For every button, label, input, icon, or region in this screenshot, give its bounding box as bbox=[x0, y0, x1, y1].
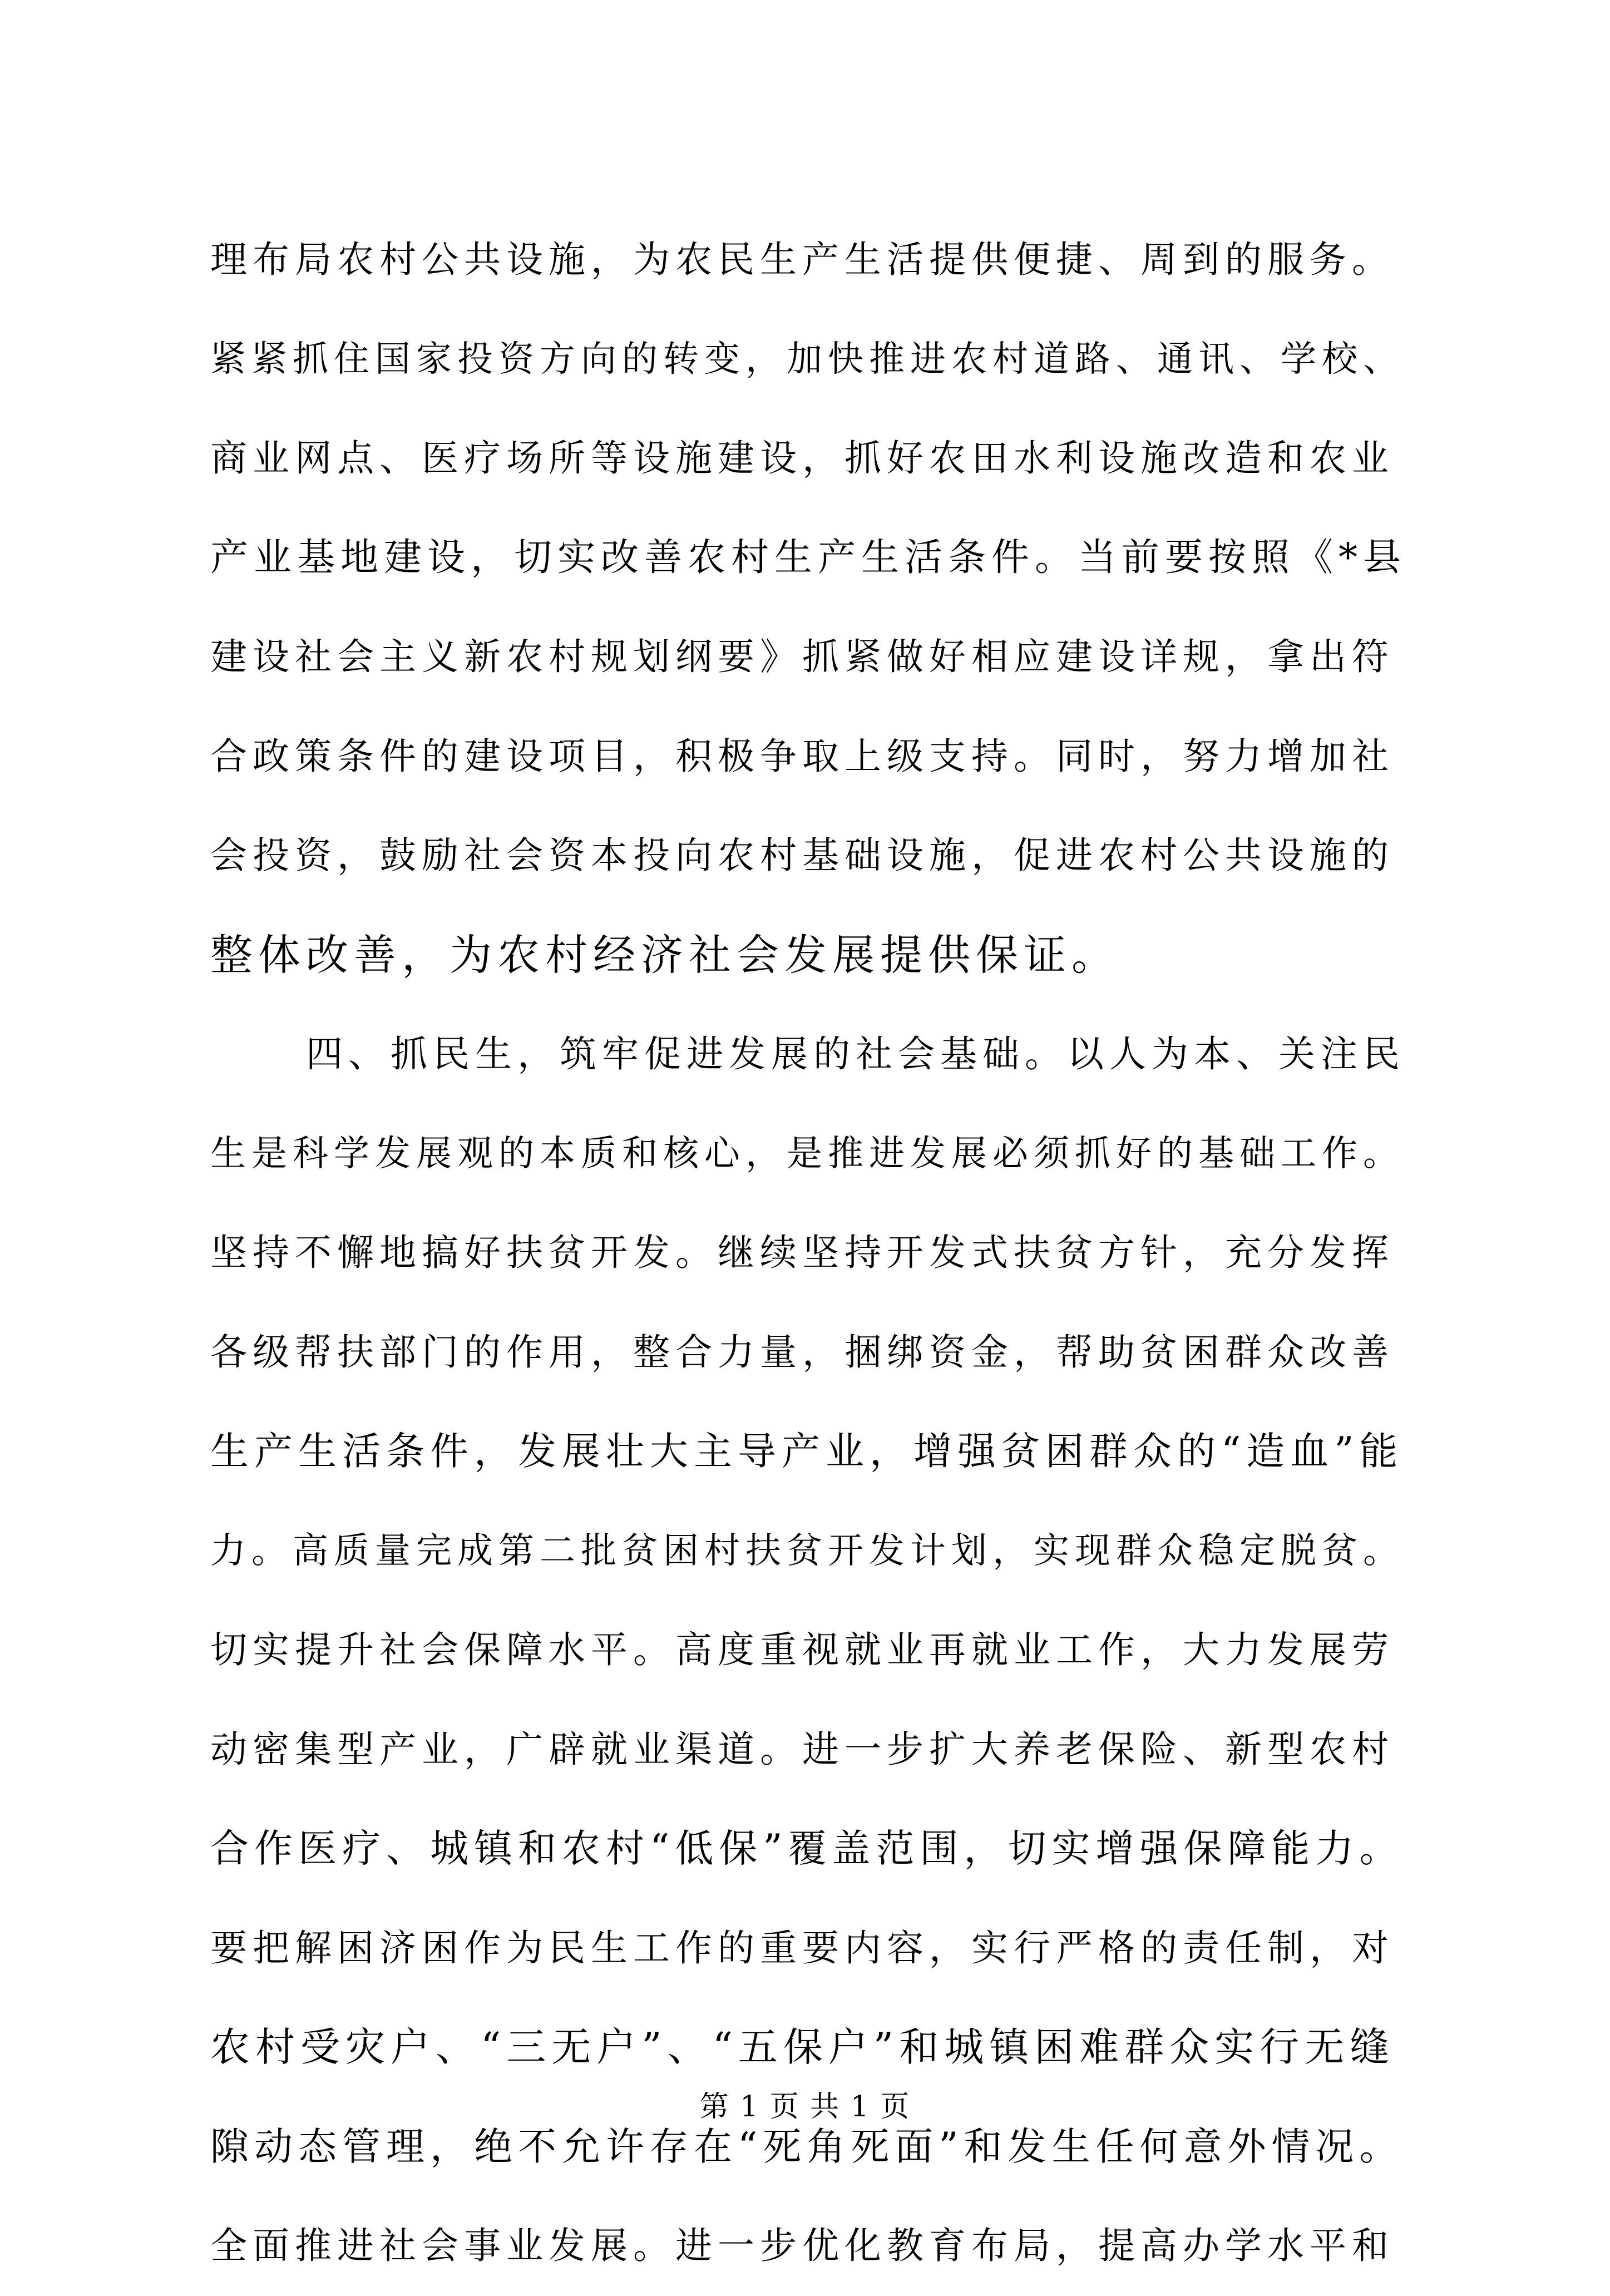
text-line: 会投资，鼓励社会资本投向农村基础设施，促进农村公共设施的 bbox=[210, 834, 1394, 877]
text-line: 商业网点、医疗场所等设施建设，抓好农田水利设施改造和农业 bbox=[210, 437, 1394, 480]
body-text bbox=[210, 210, 1406, 2296]
text-line: 合政策条件的建设项目，积极争取上级支持。同时，努力增加社 bbox=[210, 734, 1394, 778]
text-line: 全面推进社会事业发展。进一步优化教育布局，提高办学水平和 bbox=[210, 2224, 1394, 2267]
text-line: 各级帮扶部门的作用，整合力量，捆绑资金，帮助贫困群众改善 bbox=[210, 1330, 1394, 1374]
text-line: 要把解困济困作为民生工作的重要内容，实行严格的责任制，对 bbox=[210, 1926, 1394, 1969]
text-line: 四、抓民生，筑牢促进发展的社会基础。以人为本、关注民 bbox=[306, 1033, 1405, 1075]
text-line: 农村受灾户、“三无户”、“五保户”和城镇困难群众实行无缝 bbox=[210, 2024, 1395, 2070]
text-line: 理布局农村公共设施，为农民生产生活提供便捷、周到的服务。 bbox=[210, 238, 1394, 281]
text-line: 力。高质量完成第二批贫困村扶贫开发计划，实现群众稳定脱贫。 bbox=[210, 1530, 1404, 1572]
text-line: 产业基地建设，切实改善农村生产生活条件。当前要按照《*县 bbox=[210, 535, 1407, 580]
text-line: 动密集型产业，广辟就业渠道。进一步扩大养老保险、新型农村 bbox=[210, 1727, 1394, 1771]
text-line: 建设社会主义新农村规划纲要》抓紧做好相应建设详规，拿出符 bbox=[210, 635, 1394, 678]
page-footer: 第 1 页 共 1 页 bbox=[699, 2090, 911, 2124]
text-line: 整体改善，为农村经济社会发展提供保证。 bbox=[210, 930, 1119, 980]
text-line: 生产生活条件，发展壮大主导产业，增强贫困群众的“造血”能 bbox=[210, 1429, 1404, 1474]
text-line: 紧紧抓住国家投资方向的转变，加快推进农村道路、通讯、学校、 bbox=[210, 338, 1404, 380]
text-line: 生是科学发展观的本质和核心，是推进发展必须抓好的基础工作。 bbox=[210, 1133, 1404, 1174]
text-line: 合作医疗、城镇和农村“低保”覆盖范围，切实增强保障能力。 bbox=[210, 1826, 1404, 1871]
text-line: 坚持不懈地搞好扶贫开发。继续坚持开发式扶贫方针，充分发挥 bbox=[210, 1231, 1394, 1274]
text-line: 切实提升社会保障水平。高度重视就业再就业工作，大力发展劳 bbox=[210, 1628, 1394, 1671]
text-line: 隙动态管理，绝不允许存在“死角死面”和发生任何意外情况。 bbox=[210, 2124, 1404, 2169]
